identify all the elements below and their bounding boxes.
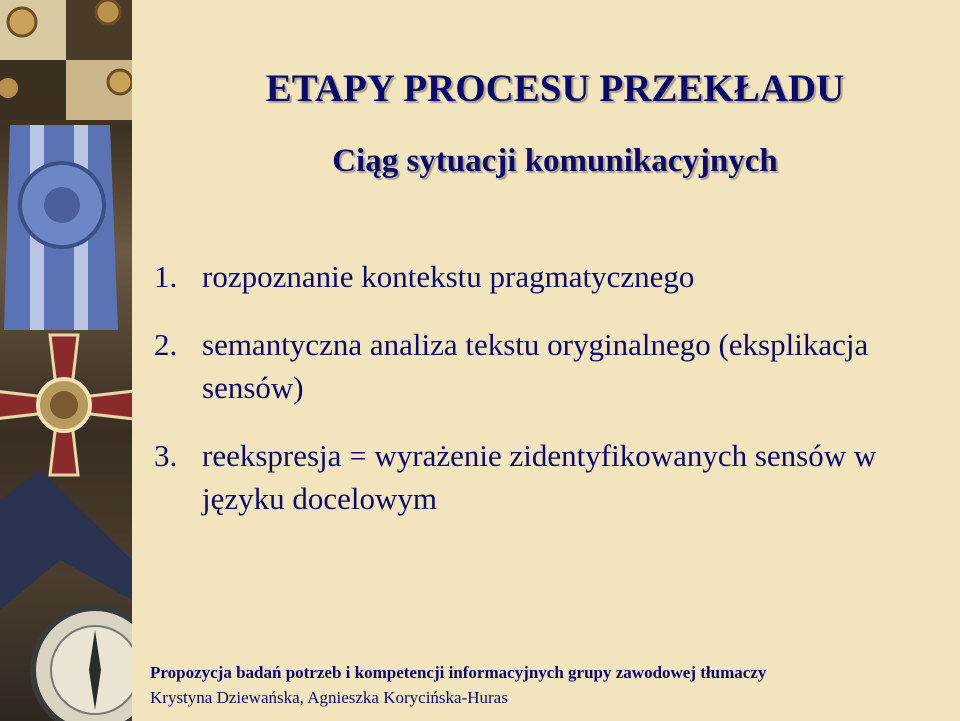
slide-subtitle: Ciąg sytuacji komunikacyjnych [332, 143, 778, 179]
list-item [154, 323, 944, 409]
decorative-medal-photo [0, 0, 132, 721]
footer-authors: Krystyna Dziewańska, Agnieszka Korycińska-Huras [150, 688, 508, 707]
list-item-number: 3. [154, 438, 178, 473]
list-item-text: rozpoznanie kontekstu pragmatycznego [202, 259, 695, 294]
footer-project-title: Propozycja badań potrzeb i kompetencji informacyjnych grupy zawodowej tłumaczy [150, 663, 767, 682]
process-steps-list [154, 255, 944, 545]
slide-title: ETAPY PROCESU PRZEKŁADU [265, 67, 845, 110]
list-item-number: 2. [154, 327, 178, 362]
medal-ribbon-compass-icon [0, 0, 132, 721]
list-item-number: 1. [154, 259, 178, 294]
slide-footer [150, 660, 950, 710]
list-item-text: semantyczna analiza tekstu oryginalnego (eksplikacja sensów) [202, 327, 869, 405]
list-item-text: reekspresja = wyrażenie zidentyfikowanych sensów w języku docelowym [202, 438, 877, 516]
list-item [154, 255, 944, 298]
list-item [154, 434, 944, 520]
